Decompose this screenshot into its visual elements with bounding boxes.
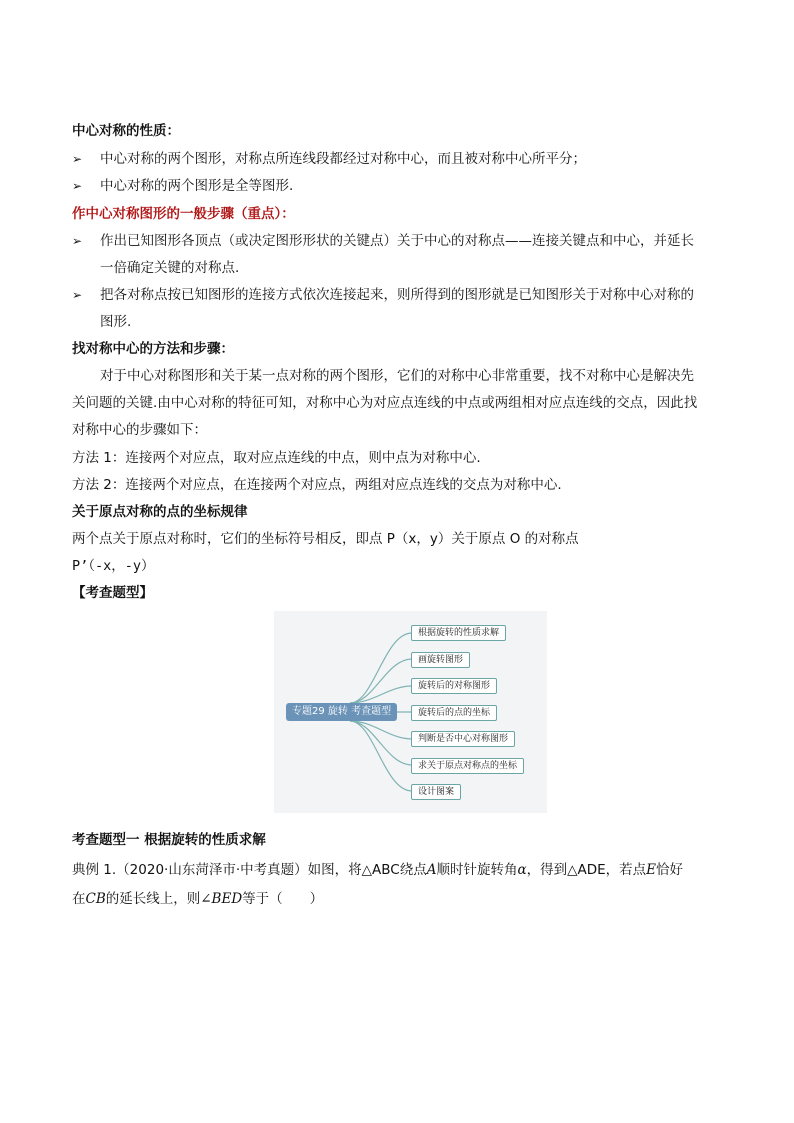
mindmap-branch-2: 画旋转图形 [411,652,470,668]
property-item-1: 中心对称的两个图形，对称点所连线段都经过对称中心，而且被对称中心所平分； [100,151,586,167]
example-1-line-1 [72,861,683,879]
point-a: A [426,862,437,878]
line2-prefix: 在 [72,891,86,907]
mindmap-branch-6: 求关于原点对称点的坐标 [411,758,524,774]
section-heading-steps: 作中心对称图形的一般步骤（重点）： [72,206,295,222]
extension-text: 的延长线上，则 [105,891,201,907]
mindmap-branch-4: 旋转后的点的坐标 [411,705,497,721]
origin-rule-line-1: 两个点关于原点对称时，它们的坐标符号相反，即点 P（x，y）关于原点 O 的对称点 [72,531,579,547]
paragraph-line-2: 关问题的关键.由中心对称的特征可知，对称中心为对应点连线的中点或两组相对应点连线的交点，因此找 [72,395,698,411]
triangle-abc: △ABC [361,862,400,878]
around-text: 绕点 [399,862,427,878]
mindmap-branch-1: 根据旋转的性质求解 [411,625,506,641]
point-e: E [646,862,656,878]
property-item-2: 中心对称的两个图形是全等图形. [100,178,294,194]
section-heading-find-center: 找对称中心的方法和步骤： [72,341,234,357]
angle-bed: ∠BED [200,891,243,907]
paragraph-line-3: 对称中心的步骤如下： [72,422,207,438]
exam-types-heading: 【考查题型】 [72,585,153,601]
step-2-line-1: 把各对称点按已知图形的连接方式依次连接起来，则所得到的图形就是已知图形关于对称中心对称的 [100,287,694,303]
equals-text: 等于（ ） [242,891,324,907]
method-2: 方法 2：连接两个对应点，在连接两个对应点，两组对应点连线的交点为对称中心. [72,477,562,493]
mindmap-diagram [274,611,547,813]
paragraph-line-1: 对于中心对称图形和关于某一点对称的两个图形，它们的对称中心非常重要，找不对称中心是解决先 [100,368,694,384]
mindmap-branch-7: 设计图案 [411,784,461,800]
section-heading-origin: 关于原点对称的点的坐标规律 [72,504,248,520]
mindmap-branch-5: 判断是否中心对称图形 [411,731,515,747]
mindmap-root: 专题29 旋转 考查题型 [286,703,397,721]
mindmap-branch-3: 旋转后的对称图形 [411,678,497,694]
method-1: 方法 1：连接两个对应点，取对应点连线的中点，则中点为对称中心. [72,450,481,466]
example-prefix: 典例 1.（2020·山东菏泽市·中考真题）如图，将 [72,862,362,878]
get-text: ，得到 [526,862,568,878]
bullet-arrow-icon: ➢ [72,152,83,166]
step-1-line-1: 作出已知图形各顶点（或决定图形形状的关键点）关于中心的对称点——连接关键点和中心，并延长 [100,233,694,249]
step-2-line-2: 图形. [100,314,132,330]
section-heading-properties: 中心对称的性质： [72,123,180,139]
example-1-line-2 [72,890,323,908]
clockwise-text: 顺时针旋转角 [436,862,518,878]
origin-rule-line-2: P’（-x，-y） [72,558,155,574]
triangle-ade: △ADE [567,862,606,878]
segment-cb: CB [85,891,106,907]
just-text: 恰好 [655,862,683,878]
bullet-arrow-icon: ➢ [72,234,83,248]
bullet-arrow-icon: ➢ [72,179,83,193]
bullet-arrow-icon: ➢ [72,288,83,302]
type-1-heading: 考查题型一 根据旋转的性质求解 [72,832,266,848]
alpha-symbol: α [517,862,527,878]
if-text: ，若点 [605,862,647,878]
step-1-line-2: 一倍确定关键的对称点. [100,260,240,276]
